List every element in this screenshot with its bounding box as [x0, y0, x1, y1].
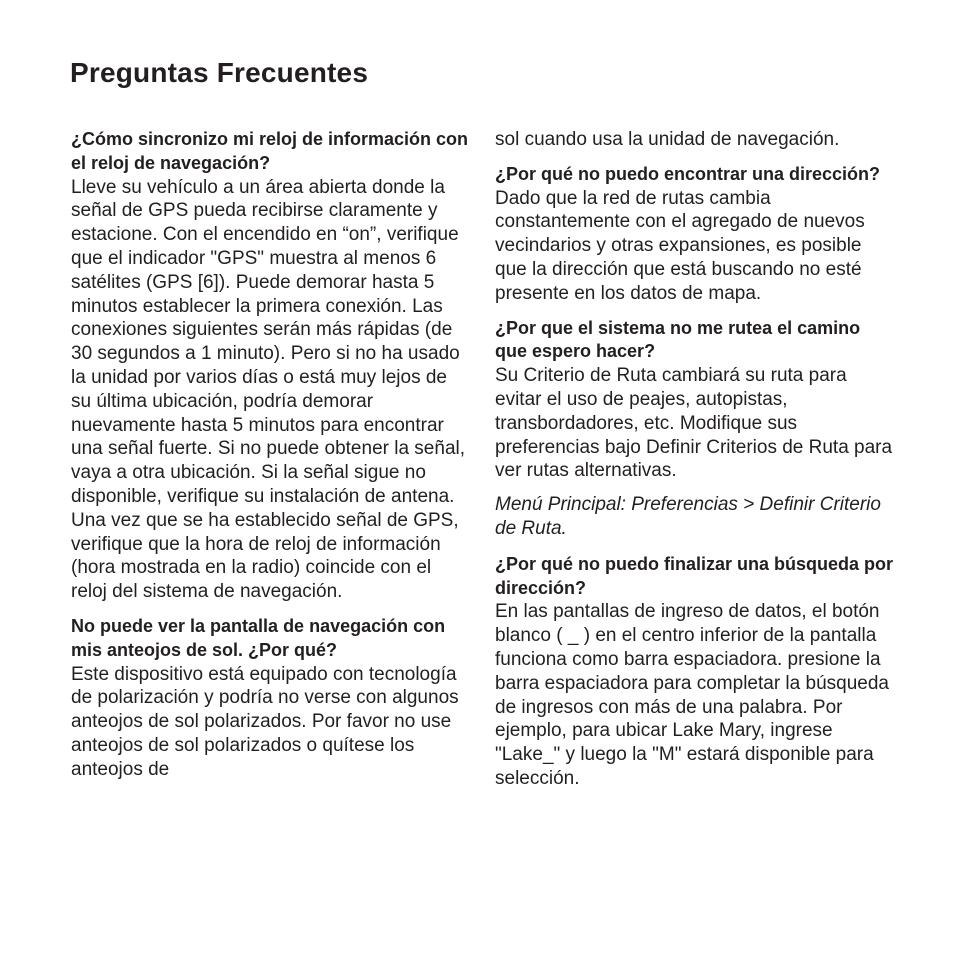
faq-question: ¿Por que el sistema no me rutea el camino que espero hacer?	[495, 317, 861, 362]
faq-menu-path-note: Menú Principal: Preferencias > Definir Criterio de Ruta.	[495, 494, 881, 539]
faq-answer: Lleve su vehículo a un área abierta donde la señal de GPS pueda recibirse claramente y estacione. Con el encendido en “on”, verifique que el indicador "GPS" muestra al menos 6 satélites (GPS [6]). Puede demorar hasta 5 minutos establecer la primera conexión. Las conexiones siguientes serán más rápidas (de 30 segundos a 1 minuto). Pero si no ha usado la unidad por varios días o está muy lejos de su última ubicación, podría demorar nuevamente hasta 5 minutos para encontrar una señal fuerte. Si no puede obtener la señal, vaya a otra ubicación. Si la señal sigue no disponible, verifique su instalación de antena. Una vez que se ha establecido señal de GPS, verifique que la hora de reloj de información (hora mostrada en la radio) coincide con el reloj del sistema de navegación.	[71, 176, 466, 603]
faq-answer: Este dispositivo está equipado con tecnología de polarización y podría no verse con algunos anteojos de sol polarizados. Por favor no use anteojos de sol polarizados o quítese los anteojos de	[71, 663, 459, 780]
left-column	[71, 128, 471, 793]
right-column	[495, 128, 895, 802]
faq-answer: Su Criterio de Ruta cambiará su ruta para evitar el uso de peajes, autopistas, transbordadores, etc. Modifique sus preferencias bajo Definir Criterios de Ruta para ver rutas alternativas.	[495, 365, 893, 482]
faq-answer: Dado que la red de rutas cambia constantemente con el agregado de nuevos vecindarios y otras expansiones, es posible que la dirección que está buscando no esté presente en los datos de mapa.	[495, 187, 865, 304]
faq-question: ¿Por qué no puedo finalizar una búsqueda por dirección?	[495, 553, 894, 598]
faq-item-sync-clock	[71, 128, 471, 604]
faq-question: ¿Por qué no puedo encontrar una dirección?	[495, 163, 881, 184]
faq-item-address-not-found	[495, 163, 895, 306]
faq-item-address-search	[495, 553, 895, 791]
continued-answer-text: sol cuando usa la unidad de navegación.	[495, 129, 840, 150]
faq-question: No puede ver la pantalla de navegación con mis anteojos de sol. ¿Por qué?	[71, 615, 446, 660]
faq-answer: En las pantallas de ingreso de datos, el botón blanco ( _ ) en el centro inferior de la pantalla funciona como barra espaciadora. presione la barra espaciadora para completar la búsqueda de ingresos con más de una palabra. Por ejemplo, para ubicar Lake Mary, ingrese "Lake_" y luego la "M" estará disponible para selección.	[495, 601, 889, 789]
faq-item-sunglasses	[71, 615, 471, 782]
faq-question: ¿Cómo sincronizo mi reloj de información con el reloj de navegación?	[71, 129, 469, 173]
faq-item-route-preference	[495, 317, 895, 541]
page-title: Preguntas Frecuentes	[70, 57, 369, 88]
